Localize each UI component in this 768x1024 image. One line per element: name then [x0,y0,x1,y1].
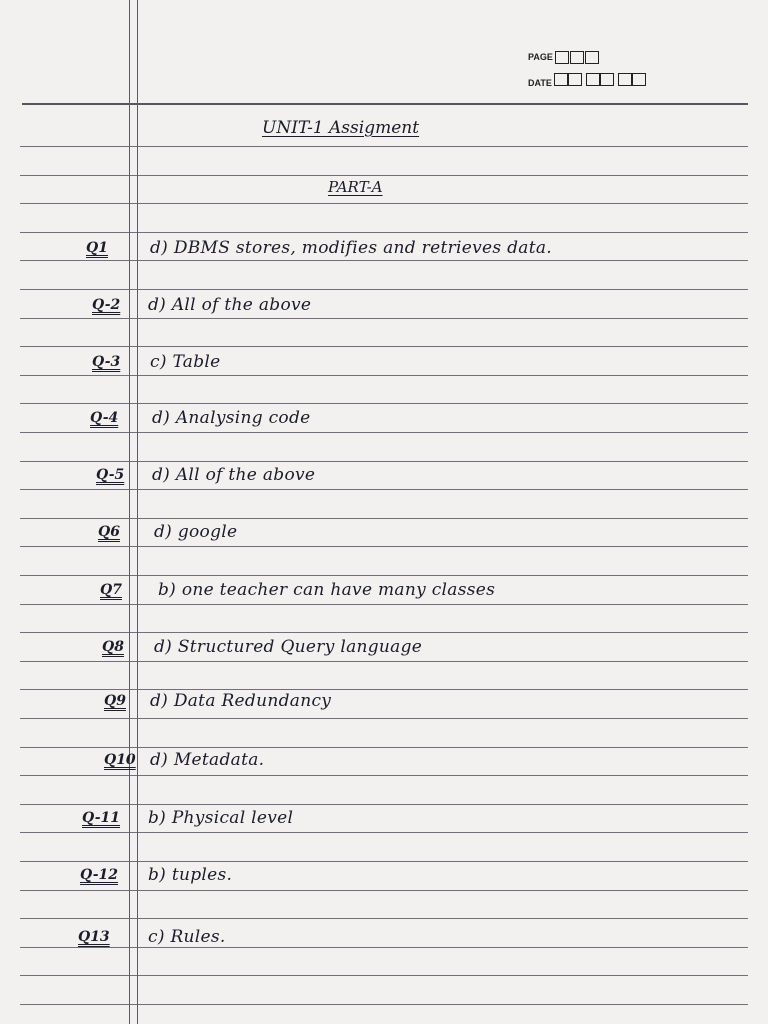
page-label: PAGE [528,51,553,62]
question-number: Q8 [102,639,124,655]
date-label: DATE [528,78,552,88]
question-number: Q1 [86,240,108,256]
question-number: Q-5 [96,467,125,483]
question-number: Q-3 [92,354,121,370]
answer-text: b) tuples. [148,865,233,885]
answer-text: c) Table [150,352,221,372]
answer-text: c) Rules. [148,927,226,947]
answer-text: b) Physical level [148,808,294,828]
answer-text: d) DBMS stores, modifies and retrieves data. [150,238,552,258]
question-number: Q9 [104,693,126,709]
question-number: Q13 [78,929,110,945]
question-number: Q6 [98,524,120,540]
answer-text: d) Structured Query language [154,637,423,657]
assignment-title: UNIT-1 Assigment [262,118,420,138]
answer-text: d) All of the above [152,465,316,485]
date-day-boxes [554,73,582,86]
answer-text: d) Analysing code [152,408,311,428]
question-number: Q7 [100,582,122,598]
question-number: Q-4 [90,410,119,426]
question-number: Q-11 [82,810,121,826]
page-number-boxes [555,51,599,64]
answer-text: b) one teacher can have many classes [158,580,496,600]
question-number: Q-2 [92,297,121,313]
margin-line-left [129,0,130,1024]
answer-text: d) All of the above [148,295,312,315]
question-number: Q-12 [80,867,119,883]
margin-line-right [137,0,138,1024]
page-number-field [528,51,599,64]
date-field [528,73,650,88]
date-month-boxes [586,73,614,86]
answer-text: d) Metadata. [150,750,265,770]
answer-text: d) Data Redundancy [150,691,332,711]
date-year-boxes [618,73,646,86]
header-rule [22,103,748,105]
question-number: Q10 [104,752,136,768]
part-heading: PART-A [328,178,383,196]
answer-text: d) google [154,522,238,542]
